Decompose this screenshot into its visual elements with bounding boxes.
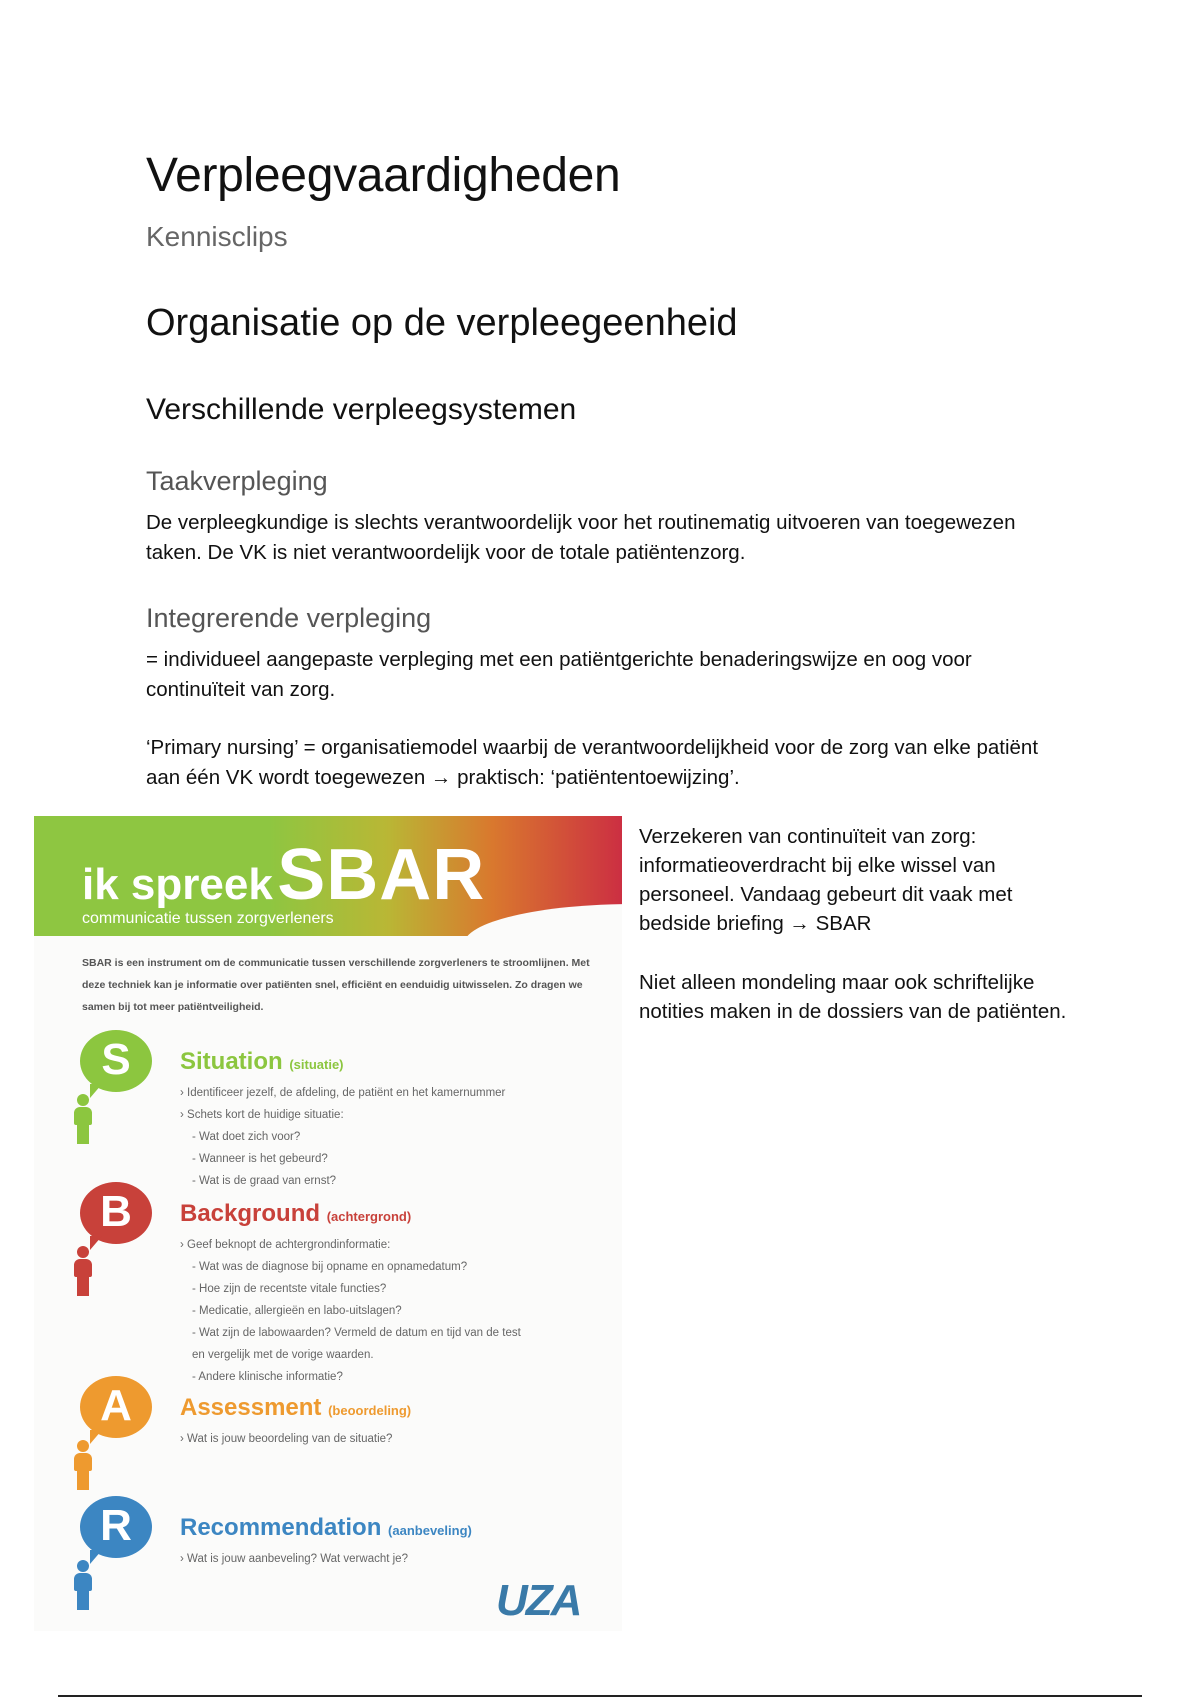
speech-bubble-icon: A	[80, 1376, 152, 1438]
step-line: - Andere klinische informatie?	[192, 1371, 343, 1383]
step-title-main: Situation	[180, 1048, 283, 1075]
bottom-rule	[58, 1695, 1142, 1697]
step-title-sub: (aanbeveling)	[388, 1523, 472, 1538]
person-icon	[70, 1440, 96, 1490]
step-title	[180, 1394, 411, 1422]
banner-wave-decoration	[464, 904, 622, 944]
step-lines	[180, 1548, 620, 1570]
step-line: - Wanneer is het gebeurd?	[192, 1153, 328, 1165]
speech-bubble-icon: R	[80, 1496, 152, 1558]
step-lines	[180, 1234, 620, 1388]
step-title-sub: (situatie)	[289, 1057, 344, 1072]
step-line: - Wat zijn de labowaarden? Vermeld de datum en tijd van de test	[192, 1327, 521, 1339]
step-title-main: Background	[180, 1200, 321, 1227]
uza-logo: UZA	[496, 1576, 581, 1625]
speech-bubble-icon: S	[80, 1030, 152, 1092]
section-heading: Organisatie op de verpleegeenheid	[146, 302, 738, 344]
document-title: Verpleegvaardigheden	[146, 149, 621, 202]
person-icon	[70, 1246, 96, 1296]
step-line: › Wat is jouw beoordeling van de situatie?	[180, 1433, 393, 1445]
sbar-poster	[34, 816, 622, 1631]
integrerende-text: = individueel aangepaste verpleging met een patiëntgerichte benaderingswijze en oog voor continuïteit van zorg.	[146, 648, 972, 701]
step-title	[180, 1200, 411, 1228]
speech-bubble-icon: B	[80, 1182, 152, 1244]
person-icon	[70, 1560, 96, 1610]
step-line: › Schets kort de huidige situatie:	[180, 1109, 344, 1121]
side-text-notes: Niet alleen mondeling maar ook schriftelijke notities maken in de dossiers van de patiënten.	[639, 971, 1067, 1023]
step-line: › Identificeer jezelf, de afdeling, de patiënt en het kamernummer	[180, 1087, 506, 1099]
step-lines	[180, 1428, 620, 1450]
person-icon	[70, 1094, 96, 1144]
step-title-sub: (achtergrond)	[326, 1209, 412, 1224]
poster-banner	[34, 816, 622, 936]
document-subtitle: Kennisclips	[146, 221, 288, 252]
subsection-heading: Verschillende verpleegsystemen	[146, 393, 577, 426]
taakverpleging-text: De verpleegkundige is slechts verantwoordelijk voor het routinematig uitvoeren van toegewezen taken. De VK is niet verantwoordelijk voor de totale patiëntenzorg.	[146, 511, 1016, 564]
step-line: - Medicatie, allergieën en labo-uitslagen?	[192, 1305, 402, 1317]
step-title-main: Assessment	[180, 1394, 322, 1421]
step-title-main: Recommendation	[180, 1514, 382, 1541]
step-line: - Wat doet zich voor?	[192, 1131, 301, 1143]
step-line: - Hoe zijn de recentste vitale functies?	[192, 1283, 387, 1295]
taakverpleging-heading: Taakverpleging	[146, 466, 328, 496]
step-title-sub: (beoordeling)	[328, 1403, 412, 1418]
side-text-continuity: Verzekeren van continuïteit van zorg: informatieoverdracht bij elke wissel van personeel. Vandaag gebeurt dit vaak met bedside briefing → SBAR	[639, 825, 1013, 935]
poster-intro: SBAR is een instrument om de communicatie tussen verschillende zorgverleners te stroomlijnen. Met deze techniek kan je informatie over patiënten snel, efficiënt en eenduidig uitwisselen. Zo dragen we samen bij tot meer patiëntveiligheid.	[82, 957, 590, 1013]
primary-nursing-text: ‘Primary nursing’ = organisatiemodel waarbij de verantwoordelijkheid voor de zorg van elke patiënt aan één VK wordt toegewezen → praktisch: ‘patiëntentoewijzing’.	[146, 736, 1039, 789]
step-title	[180, 1048, 344, 1076]
step-line: › Geef beknopt de achtergrondinformatie:	[180, 1239, 391, 1251]
step-line: en vergelijk met de vorige waarden.	[192, 1349, 374, 1361]
step-line: - Wat was de diagnose bij opname en opnamedatum?	[192, 1261, 468, 1273]
step-title	[180, 1514, 472, 1542]
banner-heading	[82, 834, 485, 916]
step-line: › Wat is jouw aanbeveling? Wat verwacht je?	[180, 1553, 408, 1565]
step-lines	[180, 1082, 620, 1192]
banner-ik-spreek: ik spreek	[82, 860, 273, 909]
integrerende-heading: Integrerende verpleging	[146, 603, 432, 633]
banner-tagline: communicatie tussen zorgverleners	[82, 910, 334, 927]
banner-sbar: SBAR	[277, 835, 486, 915]
step-line: - Wat is de graad van ernst?	[192, 1175, 337, 1187]
